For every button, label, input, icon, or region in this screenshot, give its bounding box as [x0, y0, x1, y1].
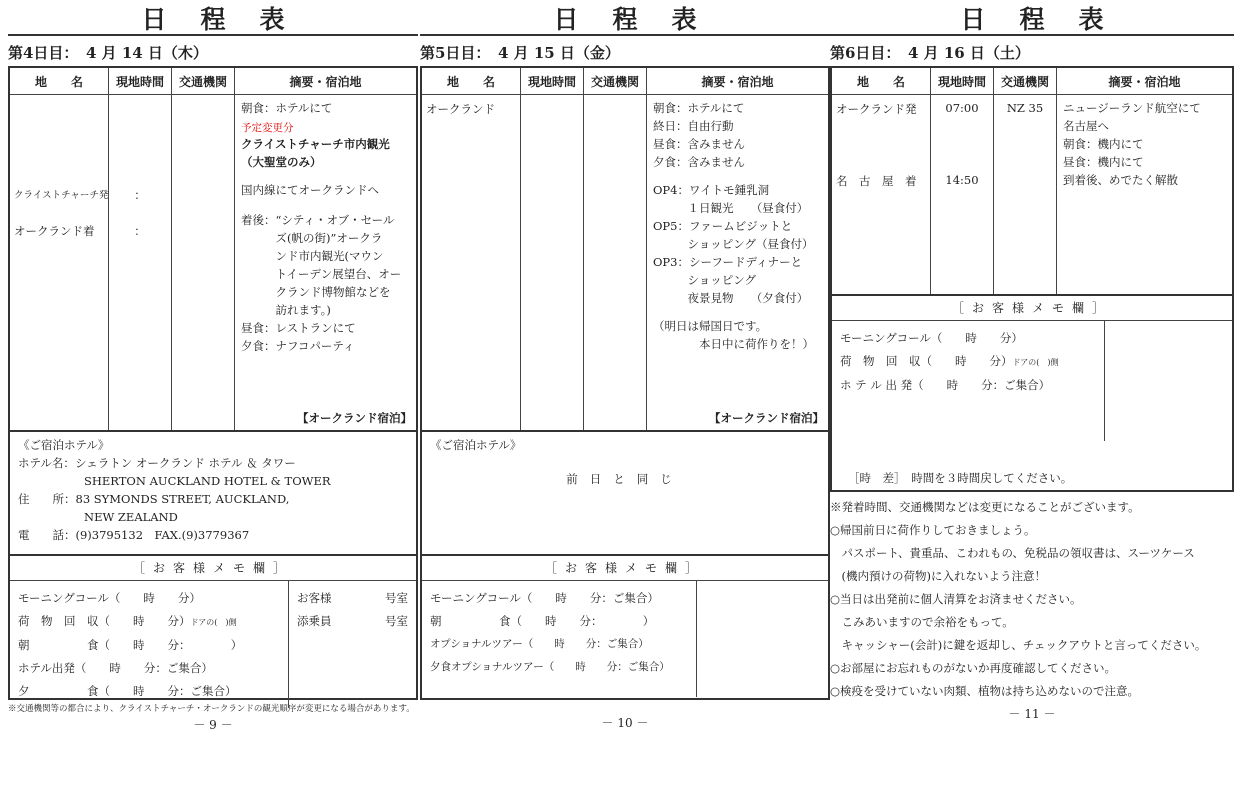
hotel-same: 前日と同じ — [566, 472, 684, 486]
guest-room — [297, 587, 408, 610]
memo-list — [832, 321, 1104, 441]
note-item: キャッシャー(会計)に鍵を返却し、チェックアウトと言ってください。 — [830, 638, 1207, 652]
day-header: 第5日目： 4 月 15 日（金） — [420, 44, 620, 62]
table-header — [832, 68, 1232, 95]
col-transport: 交通機関 — [994, 68, 1057, 94]
summary-text — [1063, 99, 1228, 189]
stay-label: 【オークランド宿泊】 — [297, 411, 412, 425]
hotel-name-row — [18, 454, 408, 472]
hotel-tel: (9)3795132 FAX.(9)3779367 — [75, 528, 250, 542]
guide-room — [297, 610, 408, 633]
summary-line: 名古屋へ — [1063, 119, 1109, 133]
page-number: － 9 － — [193, 718, 233, 732]
note-item: ○検疫を受けていない肉類、植物は持ち込めないので注意。 — [830, 684, 1140, 698]
time-cell — [931, 95, 994, 294]
after-line: クランド博物館などを — [241, 285, 391, 299]
time-arrive: ： — [134, 224, 146, 238]
col-place: 地 名 — [10, 68, 109, 94]
memo-morning-call: モーニングコール（ 時 分） — [840, 331, 1023, 345]
memo-section — [10, 581, 416, 709]
memo-morning-call: モーニングコール（ 時 分） — [18, 591, 201, 605]
table-body — [422, 95, 828, 430]
hotel-section — [422, 430, 828, 554]
title-rule — [420, 34, 830, 36]
col-transport: 交通機関 — [172, 68, 235, 94]
place-cell — [422, 95, 521, 430]
memo-morning-call: モーニングコール（ 時 分：ご集合） — [430, 591, 659, 605]
memo-section — [832, 321, 1232, 441]
hotel-tel-label: 電 話： — [18, 528, 76, 542]
transport-cell — [584, 95, 647, 430]
page-number: － 11 － — [1008, 707, 1056, 721]
day-header: 第4日目： 4 月 14 日（木） — [8, 44, 208, 62]
note-item: こみあいますので余裕をもって。 — [830, 615, 1014, 629]
page-day4 — [8, 0, 418, 733]
hotel-address-row — [18, 490, 408, 508]
memo-dinner: 夕 食（ 時 分：ご集合） — [18, 684, 237, 698]
page-day5 — [420, 0, 830, 731]
col-time: 現地時間 — [521, 68, 584, 94]
memo-baggage — [18, 610, 280, 634]
hotel-name-label: ホテル名： — [18, 456, 75, 470]
title-rule — [8, 34, 418, 36]
memo-dinner-tour: 夕食オプショナルツアー（ 時 分：ご集合） — [430, 661, 670, 673]
note-item: パスポート、貴重品、こわれもの、免税品の領収書は、スーツケース — [830, 546, 1195, 560]
col-place: 地 名 — [422, 68, 521, 94]
table-body — [832, 95, 1232, 294]
after-line: ンド市内観光(マウン — [241, 249, 384, 263]
summary-line: 夕食：含みません — [653, 155, 745, 169]
memo-hotel-depart: ホ テ ル 出 発（ 時 分：ご集合） — [840, 378, 1051, 392]
memo-hotel-depart: ホテル出発（ 時 分：ご集合） — [18, 661, 213, 675]
col-time: 現地時間 — [931, 68, 994, 94]
summary-text — [241, 99, 412, 355]
itinerary-box — [830, 66, 1234, 492]
memo-blank — [696, 581, 828, 697]
option-line: OP3：シーフードディナーと — [653, 255, 803, 269]
schedule-table — [422, 68, 828, 430]
memo-baggage-text: 荷 物 回 収（ 時 分） — [18, 614, 191, 628]
hotel-tel-row — [18, 526, 408, 544]
hotel-title: 《ご宿泊ホテル》 — [430, 438, 522, 452]
stay-label: 【オークランド宿泊】 — [709, 411, 824, 425]
page-title: 日程表 — [141, 5, 319, 34]
summary-line: 到着後、めでたく解散 — [1063, 173, 1178, 187]
page-number: － 10 － — [601, 716, 649, 730]
hotel-address-1: 83 SYMONDS STREET, AUCKLAND, — [75, 492, 290, 506]
col-summary: 摘要・宿泊地 — [1108, 74, 1181, 89]
title-rule — [830, 34, 1234, 36]
day-header: 第6日目： 4 月 16 日（土） — [830, 44, 1030, 62]
col-transport: 交通機関 — [584, 68, 647, 94]
itinerary-box — [420, 66, 830, 700]
memo-breakfast: 朝 食（ 時 分： ） — [430, 614, 655, 628]
transport-cell — [994, 95, 1057, 294]
hotel-address-label: 住 所： — [18, 492, 76, 506]
time-depart: ： — [134, 188, 146, 202]
note-item: ○帰国前日に荷作りしておきましょう。 — [830, 523, 1036, 537]
memo-list — [10, 581, 288, 709]
note-line: 本日中に荷作りを！） — [699, 337, 814, 351]
place-depart: クライストチャーチ発 — [14, 190, 109, 201]
hotel-title: 《ご宿泊ホテル》 — [18, 438, 110, 452]
summary-line: 朝食：機内にて — [1063, 137, 1144, 151]
door-note: ドアの( )側 — [1012, 358, 1059, 367]
option-line: 夜景見物 （夕食付） — [653, 291, 809, 305]
option-line: OP5：ファームビジットと — [653, 219, 793, 233]
door-note: ドアの( )側 — [190, 618, 237, 627]
memo-list — [422, 581, 696, 697]
after-line: 訪れます。) — [241, 303, 331, 317]
time-cell — [109, 95, 172, 430]
note-item: ※発着時間、交通機関などは変更になることがございます。 — [830, 500, 1140, 514]
lunch-line: 昼食：レストランにて — [241, 321, 356, 335]
memo-optional-tour: オプショナルツアー（ 時 分：ご集合） — [430, 638, 649, 650]
place-arrive: 名 古 屋 着 — [836, 174, 917, 188]
note-line: （明日は帰国日です。 — [653, 319, 768, 333]
option-line: １日観光 （昼食付） — [653, 201, 809, 215]
transport-cell — [172, 95, 235, 430]
summary-cell — [235, 95, 416, 430]
summary-line: 朝食：ホテルにて — [653, 101, 745, 115]
place-cell — [10, 95, 109, 430]
summary-line: 終日：自由行動 — [653, 119, 734, 133]
hotel-name-en: SHERTON AUCKLAND HOTEL & TOWER — [84, 474, 331, 488]
summary-line: 昼食：含みません — [653, 137, 745, 151]
memo-baggage-text: 荷 物 回 収（ 時 分） — [840, 354, 1013, 368]
memo-section — [422, 581, 828, 697]
itinerary-box — [8, 66, 418, 700]
col-summary: 摘要・宿泊地 — [701, 74, 774, 89]
note-item: (機内預けの荷物)に入れないよう注意！ — [830, 569, 1046, 583]
option-line: ショッピング（昼食付） — [653, 237, 814, 251]
summary-cell — [647, 95, 828, 430]
guest-room-value: 号室 — [385, 591, 408, 605]
after-line: トイーデン展望台、オー — [241, 267, 402, 281]
place-city: オークランド — [426, 102, 495, 116]
note-item: ○お部屋にお忘れものがないか再度確認してください。 — [830, 661, 1117, 675]
hotel-address-2: NEW ZEALAND — [84, 510, 178, 524]
table-header — [422, 68, 828, 95]
time-difference: ［時 差］ 時間を３時間戻してください。 — [848, 471, 1073, 485]
time-cell — [521, 95, 584, 430]
note-item: ○当日は出発前に個人清算をお済ませください。 — [830, 592, 1082, 606]
guide-room-value: 号室 — [385, 614, 408, 628]
time-arrive: 14:50 — [945, 173, 979, 187]
after-line: ズ(帆の街)”オークラ — [241, 231, 383, 245]
place-cell — [832, 95, 931, 294]
tour-line: クライストチャーチ市内観光 — [241, 137, 390, 151]
schedule-table — [10, 68, 416, 430]
room-numbers — [288, 581, 416, 708]
place-arrive: オークランド着 — [14, 224, 95, 238]
notes-list — [830, 496, 1234, 703]
memo-blank — [1104, 321, 1232, 441]
time-depart: 07:00 — [945, 101, 979, 115]
after-line: 着後：“シティ・オブ・セール — [241, 213, 395, 227]
col-summary: 摘要・宿泊地 — [289, 74, 362, 89]
table-header — [10, 68, 416, 95]
guide-room-label: 添乗員 — [297, 614, 332, 628]
summary-text — [653, 99, 824, 353]
hotel-name-jp: シェラトン オークランド ホテル ＆ タワー — [74, 456, 296, 470]
table-body — [10, 95, 416, 430]
summary-line: 昼食：機内にて — [1063, 155, 1144, 169]
guest-room-label: お客様 — [297, 591, 332, 605]
footnote: ※交通機関等の都合により、クライストチャーチ・オークランドの観光順序が変更になる場合があります。 — [8, 704, 415, 714]
summary-line: ニュージーランド航空にて — [1063, 101, 1201, 115]
memo-title: ［お客様メモ欄］ — [832, 294, 1232, 321]
flight-number: NZ 35 — [1006, 101, 1044, 115]
option-line: OP4：ワイトモ鍾乳洞 — [653, 183, 770, 197]
breakfast-line: 朝食：ホテルにて — [241, 101, 333, 115]
memo-breakfast: 朝 食（ 時 分： ） — [18, 638, 243, 652]
schedule-table — [832, 68, 1232, 294]
dinner-line: 夕食：ナフコパーティ — [241, 339, 355, 353]
col-place: 地 名 — [832, 68, 931, 94]
flight-line: 国内線にてオークランドへ — [241, 183, 379, 197]
tour-line-2: （大聖堂のみ） — [241, 155, 322, 169]
memo-baggage — [840, 350, 1096, 374]
col-time: 現地時間 — [109, 68, 172, 94]
hotel-section — [10, 430, 416, 554]
memo-title: ［お客様メモ欄］ — [10, 554, 416, 581]
option-line: ショッピング — [653, 273, 757, 287]
page-day6 — [830, 0, 1234, 722]
page-title: 日程表 — [960, 5, 1138, 34]
summary-cell — [1057, 95, 1232, 294]
changed-label: 予定変更分 — [241, 122, 294, 134]
page-title: 日程表 — [553, 5, 731, 34]
memo-title: ［お客様メモ欄］ — [422, 554, 828, 581]
place-depart: オークランド発 — [836, 102, 917, 116]
